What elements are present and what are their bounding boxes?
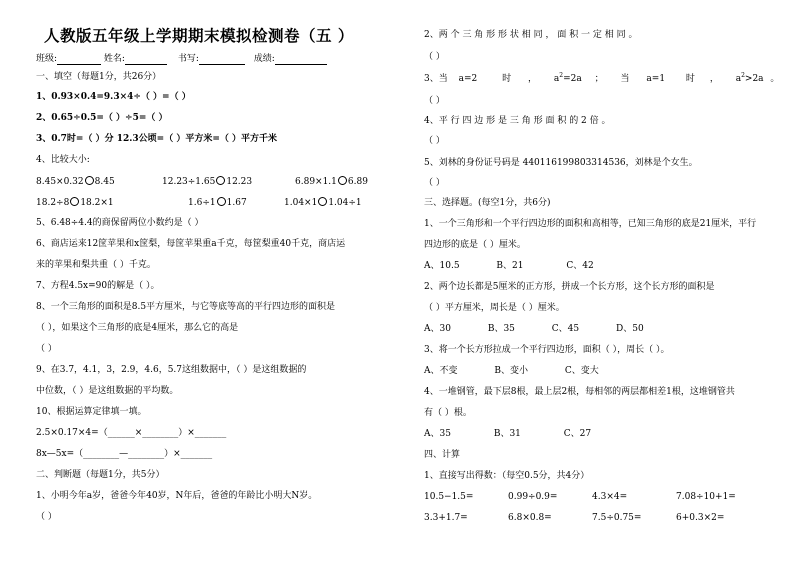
section-choice-title: 三、选择题。(每空1分，共6分) bbox=[424, 198, 551, 208]
name-label: 姓名: bbox=[103, 54, 125, 64]
question-5: 5、6.48÷4.4的商保留两位小数约是（ ） bbox=[36, 218, 204, 228]
judge-3b: （ ） bbox=[424, 96, 445, 106]
compare-expr-op: 7 bbox=[240, 198, 247, 208]
compare-expr: 6.89×1.1 bbox=[295, 177, 337, 187]
judge-3-text: a=1 bbox=[646, 74, 666, 84]
question-1: 1、0.93×0.4=9.3×4÷（ ）=（ ） bbox=[36, 92, 191, 102]
compare-expr: 6.89 bbox=[347, 177, 368, 187]
judge-3-text: a bbox=[735, 74, 742, 84]
calc-item: 0.99÷0.9= bbox=[508, 492, 558, 502]
compare-row-1 bbox=[36, 176, 115, 188]
option[interactable]: A、30 bbox=[424, 324, 451, 334]
student-info-line bbox=[36, 54, 327, 65]
compare-expr: 8.45 bbox=[94, 177, 115, 187]
compare-row-2 bbox=[36, 197, 114, 209]
judge-2: 2、两 个 三 角 形 形 状 相 同 ， 面 积 一 定 相 同 。 bbox=[424, 30, 638, 40]
question-4: 4、比较大小: bbox=[36, 155, 90, 165]
choice-4a: 4、一堆钢管，最下层8根，最上层2根，每相邻的两层都相差1根，这堆钢管共 bbox=[424, 387, 735, 397]
choice-1b: 四边形的底是（ ）厘米。 bbox=[424, 240, 526, 250]
calc-item: 7.5÷0.75= bbox=[592, 513, 642, 523]
section-fill-title: 一、填空（每题1分，共26分） bbox=[36, 72, 162, 82]
compare-circle[interactable] bbox=[216, 176, 225, 185]
judge-3-text: ； bbox=[594, 74, 604, 84]
judge-3-text: 。 bbox=[770, 74, 780, 84]
class-blank[interactable] bbox=[57, 55, 101, 65]
option[interactable]: C、45 bbox=[551, 324, 580, 334]
compare-expr: 12.23÷1.65 bbox=[162, 177, 216, 187]
compare-expr: 12.23 bbox=[226, 177, 253, 187]
writing-label: 书写: bbox=[177, 54, 199, 64]
option[interactable]: B、21 bbox=[496, 261, 524, 271]
compare-expr: 1.6 bbox=[188, 198, 203, 208]
question-8b: （ ），如果这个三角形的底是4厘米，那么它的高是 bbox=[36, 323, 239, 333]
calc-item: 6.8×0.8= bbox=[508, 513, 552, 523]
choice-4-options bbox=[424, 429, 591, 440]
option[interactable]: C、27 bbox=[563, 429, 592, 439]
calc-item: 10.5−1.5= bbox=[424, 492, 474, 502]
choice-2-options bbox=[424, 324, 644, 335]
option[interactable]: B、35 bbox=[487, 324, 515, 334]
compare-row-1b bbox=[162, 176, 252, 188]
judge-2b: （ ） bbox=[424, 52, 445, 62]
judge-4b: （ ） bbox=[424, 136, 445, 146]
judge-3-text: ， bbox=[528, 74, 538, 84]
judge-3-text: ， bbox=[709, 74, 719, 84]
option[interactable]: A、不变 bbox=[424, 366, 458, 376]
option[interactable]: A、35 bbox=[424, 429, 451, 439]
question-10a: 2.5×0.17×4=（______×________）×_______ bbox=[36, 428, 227, 438]
compare-circle[interactable] bbox=[70, 197, 79, 206]
page-title: 人教版五年级上学期期末模拟检测卷（五 ） bbox=[44, 26, 354, 45]
compare-expr: 1.04×1 bbox=[284, 198, 318, 208]
question-8c: （ ） bbox=[36, 344, 57, 354]
judge-3: 3、当 a=2 时 ， $a^2=2a$ ； 当 a=1 时 ， $a^2>2a$ 。 bbox=[424, 72, 780, 84]
score-label: 成绩: bbox=[253, 54, 275, 64]
calc-item: 4.3×4= bbox=[592, 492, 628, 502]
question-10: 10、根据运算定律填一填。 bbox=[36, 407, 147, 417]
question-9b: 中位数，（ ）是这组数据的平均数。 bbox=[36, 386, 179, 396]
option[interactable]: B、31 bbox=[493, 429, 521, 439]
judge-3-text: >2a bbox=[744, 74, 764, 84]
compare-row-2c bbox=[284, 197, 362, 209]
question-10b: 8x—5x=（________—________）×_______ bbox=[36, 449, 213, 459]
calc-instruction: 1、直接写出得数：（每空0.5分，共4分） bbox=[424, 471, 590, 481]
judge-3-text: a=2 bbox=[458, 74, 478, 84]
class-label: 班级: bbox=[36, 54, 58, 64]
question-2: 2、0.65÷0.5=（ ）÷5=（ ） bbox=[36, 113, 168, 123]
writing-blank[interactable] bbox=[199, 55, 245, 65]
compare-expr-op: ÷8 bbox=[56, 198, 70, 208]
compare-expr: 8.45×0.32 bbox=[36, 177, 84, 187]
option[interactable]: B、变小 bbox=[494, 366, 528, 376]
judge-3-text: 3、当 bbox=[424, 74, 448, 84]
question-9a: 9、在3.7，4.1，3，2.9，4.6，5.7这组数据中，（ ）是这组数据的 bbox=[36, 365, 307, 375]
judge-3-text: 当 bbox=[620, 74, 630, 84]
judge-3-text: a bbox=[553, 74, 560, 84]
question-6a: 6、商店运来12筐苹果和x筐梨，每筐苹果重a千克，每筐梨重40千克，商店运 bbox=[36, 239, 346, 249]
score-blank[interactable] bbox=[275, 55, 327, 65]
compare-expr: 18.2 bbox=[36, 198, 57, 208]
compare-expr-op: ×1 bbox=[100, 198, 114, 208]
calc-item: 3.3+1.7= bbox=[424, 513, 468, 523]
compare-expr-op: ÷1 bbox=[202, 198, 216, 208]
compare-row-2b bbox=[188, 197, 247, 209]
judge-5: 5、刘林的身份证号码是 440116199803314536，刘林是个女生。 bbox=[424, 158, 698, 168]
compare-circle[interactable] bbox=[318, 197, 327, 206]
judge-1a: 1、小明今年a岁，爸爸今年40岁，N年后，爸爸的年龄比小明大N岁。 bbox=[36, 491, 318, 501]
compare-circle[interactable] bbox=[85, 176, 94, 185]
question-7: 7、方程4.5x=90的解是（ ）。 bbox=[36, 281, 160, 291]
option[interactable]: A、10.5 bbox=[424, 261, 460, 271]
judge-5b: （ ） bbox=[424, 178, 445, 188]
question-8a: 8、一个三角形的面积是8.5平方厘米，与它等底等高的平行四边形的面积是 bbox=[36, 302, 336, 312]
calc-item: 6+0.3×2= bbox=[676, 513, 725, 523]
choice-2b: （ ）平方厘米，周长是（ ）厘米。 bbox=[424, 303, 565, 313]
choice-2a: 2、两个边长都是5厘米的正方形，拼成一个长方形，这个长方形的面积是 bbox=[424, 282, 715, 292]
judge-4: 4、平 行 四 边 形 是 三 角 形 面 积 的 2 倍 。 bbox=[424, 116, 611, 126]
choice-1a: 1、一个三角形和一个平行四边形的面积和高相等，已知三角形的底是21厘米，平行 bbox=[424, 219, 757, 229]
choice-3: 3、将一个长方形拉成一个平行四边形，面积（ ），周长（ ）。 bbox=[424, 345, 670, 355]
choice-4b: 有（ ）根。 bbox=[424, 408, 472, 418]
question-3: 3、0.7时=（ ）分 12.3公顷=（ ）平方米=（ ）平方千米 bbox=[36, 134, 277, 144]
section-calc-title: 四、计算 bbox=[424, 450, 461, 460]
choice-3-options bbox=[424, 366, 599, 377]
name-blank[interactable] bbox=[125, 55, 167, 65]
judge-3-text: 时 bbox=[685, 74, 695, 84]
option[interactable]: D、50 bbox=[616, 324, 644, 334]
judge-3-text: 时 bbox=[502, 74, 512, 84]
calc-item: 7.08÷10+1= bbox=[676, 492, 736, 502]
judge-1b: （ ） bbox=[36, 512, 57, 522]
compare-circle[interactable] bbox=[217, 197, 226, 206]
option[interactable]: C、变大 bbox=[564, 366, 599, 376]
compare-expr: 1.04÷1 bbox=[328, 198, 362, 208]
compare-expr: 18.2 bbox=[80, 198, 101, 208]
compare-expr: 1.6 bbox=[226, 198, 241, 208]
question-6b: 来的苹果和梨共重（ ）千克。 bbox=[36, 260, 156, 270]
option[interactable]: C、42 bbox=[566, 261, 594, 271]
judge-3-text: =2a bbox=[563, 74, 582, 84]
compare-circle[interactable] bbox=[338, 176, 347, 185]
section-judge-title: 二、判断题（每题1分，共5分） bbox=[36, 470, 165, 480]
choice-1-options bbox=[424, 261, 594, 272]
compare-row-1c bbox=[295, 176, 368, 188]
